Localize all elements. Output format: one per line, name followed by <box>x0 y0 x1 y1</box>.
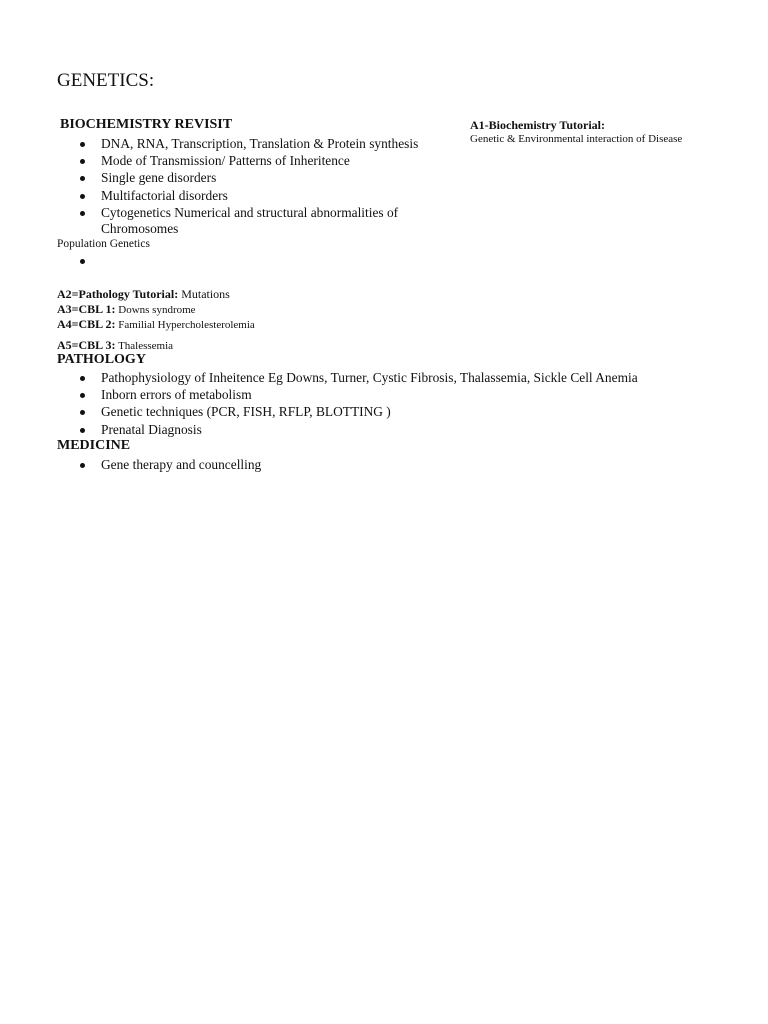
population-genetics-label: Population Genetics <box>57 238 150 250</box>
medicine-heading: MEDICINE <box>57 438 131 453</box>
assignment-text: Downs syndrome <box>115 304 196 316</box>
assignment-a4 <box>57 317 255 332</box>
assignment-text: Mutations <box>178 287 230 301</box>
a1-text: Genetic & Environmental interaction of Disease <box>470 133 683 145</box>
biochemistry-list <box>57 135 418 221</box>
list-item: Prenatal Diagnosis <box>57 421 638 438</box>
assignment-label: A2=Pathology Tutorial: <box>57 287 179 301</box>
assignment-label: A4=CBL 2: <box>57 317 116 331</box>
medicine-list <box>57 456 261 473</box>
list-item: Single gene disorders <box>57 169 418 186</box>
biochemistry-heading: BIOCHEMISTRY REVISIT <box>60 117 233 132</box>
list-item: Multifactorial disorders <box>57 187 418 204</box>
list-item: Inborn errors of metabolism <box>57 386 638 403</box>
assignment-text: Thalessemia <box>115 340 174 352</box>
assignment-text: Familial Hypercholesterolemia <box>115 319 255 331</box>
list-item: Gene therapy and councelling <box>57 456 261 473</box>
list-item: Pathophysiology of Inheitence Eg Downs, Turner, Cystic Fibrosis, Thalassemia, Sickle Cell Anemia <box>57 369 638 386</box>
assignment-label: A5=CBL 3: <box>57 338 116 352</box>
page-title: GENETICS: <box>57 70 155 91</box>
assignment-a3 <box>57 302 196 317</box>
list-item: Mode of Transmission/ Patterns of Inheritence <box>57 152 418 169</box>
empty-bullet <box>80 259 85 264</box>
list-item-continuation: Chromosomes <box>101 221 179 236</box>
pathology-list <box>57 369 638 438</box>
assignment-a2 <box>57 287 230 302</box>
list-item: Genetic techniques (PCR, FISH, RFLP, BLOTTING ) <box>57 403 638 420</box>
assignment-a5 <box>57 338 173 353</box>
pathology-heading: PATHOLOGY <box>57 352 146 367</box>
a1-label: A1-Biochemistry Tutorial: <box>470 118 605 132</box>
assignment-label: A3=CBL 1: <box>57 302 116 316</box>
list-item: Cytogenetics Numerical and structural abnormalities of <box>57 204 418 221</box>
list-item: DNA, RNA, Transcription, Translation & Protein synthesis <box>57 135 418 152</box>
